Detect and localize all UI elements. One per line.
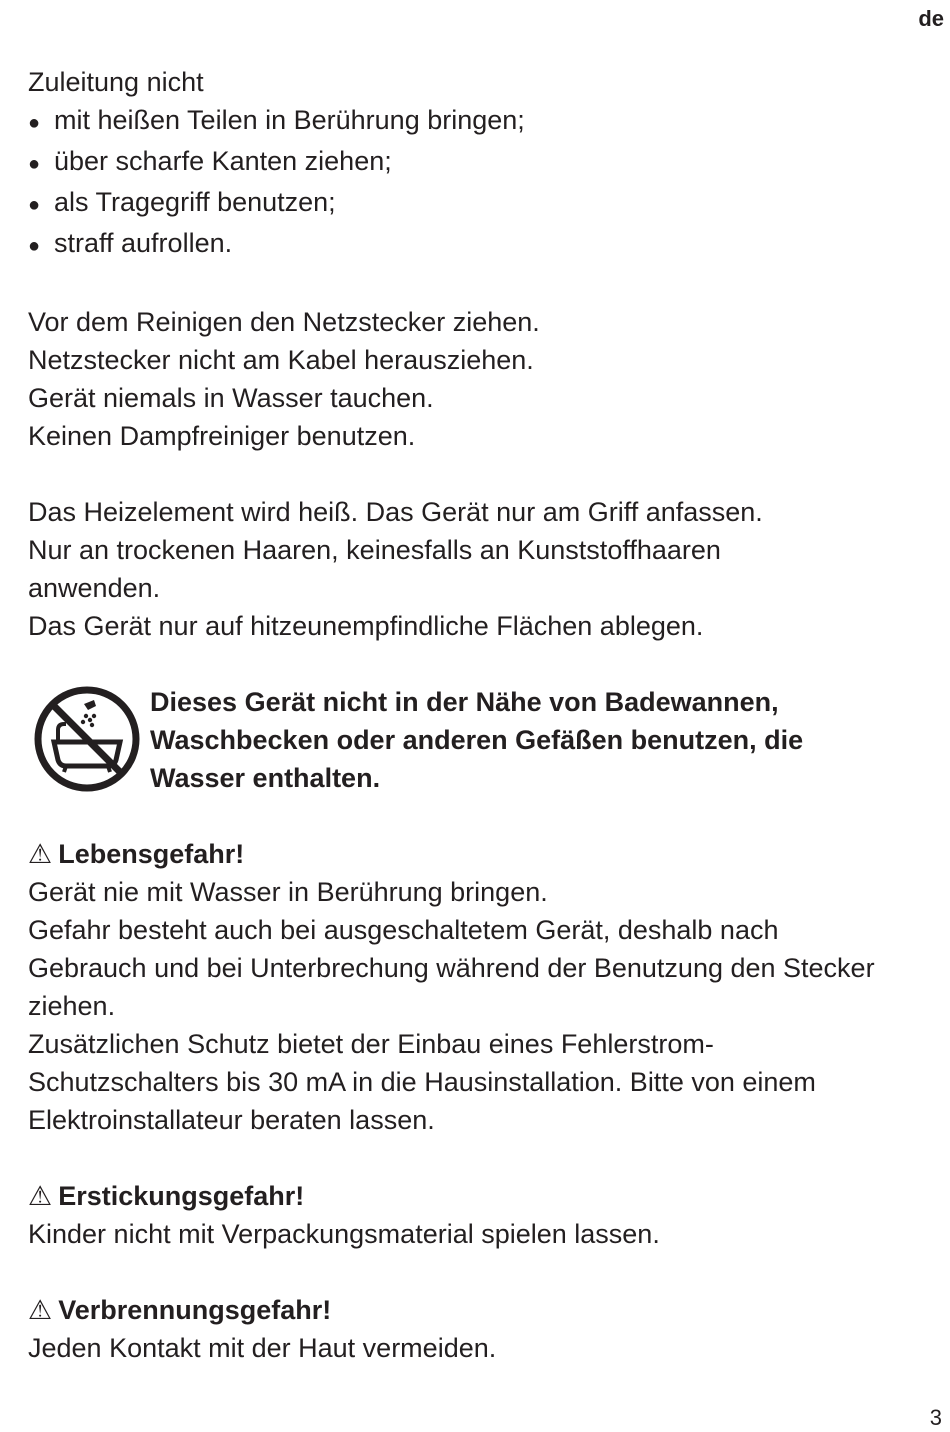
- cleaning-section: [28, 303, 928, 455]
- cable-intro: Zuleitung nicht: [28, 67, 204, 97]
- page-content: [28, 63, 928, 1405]
- cleaning-line: Vor dem Reinigen den Netzstecker ziehen.: [28, 307, 540, 337]
- warning-line: Gerät nie mit Wasser in Berührung bringen.: [28, 877, 548, 907]
- language-code: de: [918, 6, 944, 31]
- warning-suffocation: [28, 1177, 928, 1253]
- warning-triangle-icon: ⚠: [28, 1181, 53, 1211]
- heat-section: [28, 493, 928, 645]
- no-bath-water-icon: [32, 684, 142, 794]
- warning-triangle-icon: ⚠: [28, 839, 53, 869]
- cleaning-line: Keinen Dampfreiniger benutzen.: [28, 421, 416, 451]
- warning-line: Gefahr besteht auch bei ausgeschaltetem Gerät, deshalb nach Gebrauch und bei Unterbrechung während der Benutzung den Stecker ziehen.: [28, 915, 875, 1021]
- warning-line: Kinder nicht mit Verpackungsmaterial spielen lassen.: [28, 1219, 660, 1249]
- warning-title-text: Lebensgefahr!: [58, 839, 245, 869]
- heat-line: Das Gerät nur auf hitzeunempfindliche Flächen ablegen.: [28, 611, 704, 641]
- cable-item: ● über scharfe Kanten ziehen;: [28, 142, 928, 183]
- warning-triangle-icon: ⚠: [28, 1295, 53, 1325]
- heat-line: Nur an trockenen Haaren, keinesfalls an Kunststoffhaaren anwenden.: [28, 535, 721, 603]
- warning-title-text: Erstickungsgefahr!: [58, 1181, 305, 1211]
- water-notice-text: Dieses Gerät nicht in der Nähe von Badewannen, Waschbecken oder anderen Gefäßen benutzen, die Wasser enthalten.: [150, 687, 804, 793]
- warning-title: [28, 1177, 928, 1215]
- warning-title: [28, 1291, 928, 1329]
- warning-title: [28, 835, 928, 873]
- warning-life: [28, 835, 928, 1139]
- warning-line: Zusätzlichen Schutz bietet der Einbau eines Fehlerstrom-Schutzschalters bis 30 mA in die Hausinstallation. Bitte von einem Elektroinstallateur beraten lassen.: [28, 1029, 816, 1135]
- cleaning-line: Gerät niemals in Wasser tauchen.: [28, 383, 434, 413]
- cable-item: ● als Tragegriff benutzen;: [28, 183, 928, 224]
- cleaning-line: Netzstecker nicht am Kabel herausziehen.: [28, 345, 534, 375]
- heat-line: Das Heizelement wird heiß. Das Gerät nur am Griff anfassen.: [28, 497, 763, 527]
- page-number: 3: [929, 1405, 942, 1430]
- warning-title-text: Verbrennungsgefahr!: [58, 1295, 332, 1325]
- cable-section: [28, 63, 928, 265]
- warning-line: Jeden Kontakt mit der Haut vermeiden.: [28, 1333, 497, 1363]
- water-notice: [28, 683, 928, 797]
- cable-item: ● mit heißen Teilen in Berührung bringen;: [28, 101, 928, 142]
- cable-item: ● straff aufrollen.: [28, 224, 928, 265]
- warning-burn: [28, 1291, 928, 1367]
